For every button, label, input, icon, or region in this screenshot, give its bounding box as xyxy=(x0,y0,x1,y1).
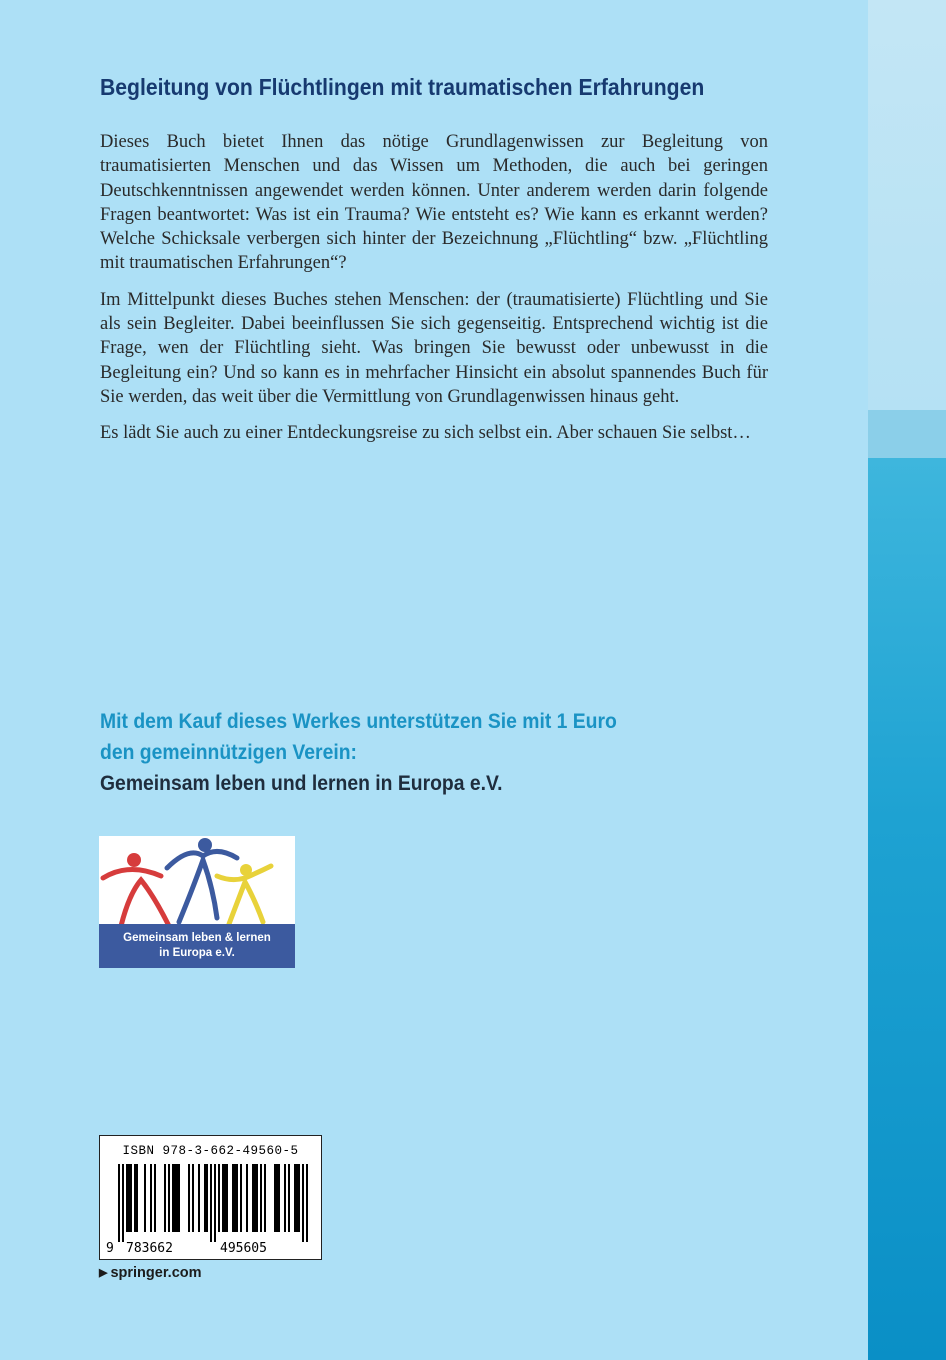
barcode-bar xyxy=(226,1164,228,1232)
barcode-bar xyxy=(278,1164,280,1232)
side-strip-top xyxy=(868,0,946,410)
barcode-bar xyxy=(246,1164,248,1232)
red-figure-body xyxy=(121,880,169,926)
blurb-paragraph-2: Im Mittelpunkt dieses Buches stehen Menschen: der (traumatisierte) Flüchtling und Sie als sein Begleiter. Dabei beeinflussen Sie sich gegenseitig. Entsprechend wichtig ist die Frage, wen der Flüchtling sieht. Was bringen Sie bewusst oder unbewusst in die Begleitung ein? Und so kann es in mehrfacher Hinsicht ein absolut spannendes Buch für Sie werden, das weit über die Vermittlung von Grundlagenwissen hinaus geht. xyxy=(100,289,768,407)
barcode-bar xyxy=(296,1164,298,1232)
red-figure-arms xyxy=(103,869,161,878)
barcode-bar xyxy=(118,1164,120,1242)
book-title: Begleitung von Flüchtlingen mit traumatischen Erfahrungen xyxy=(100,74,705,100)
side-strip-middle xyxy=(868,410,946,458)
barcode-bar xyxy=(136,1164,138,1232)
barcode-bar xyxy=(178,1164,180,1232)
barcode-bar xyxy=(174,1164,176,1232)
red-figure-head xyxy=(127,853,141,867)
logo-caption-line-1: Gemeinsam leben & lernen xyxy=(123,932,271,944)
barcode-bar xyxy=(298,1164,300,1232)
barcode-digits: 783662 xyxy=(126,1241,173,1256)
barcode-bar xyxy=(232,1164,234,1232)
blue-figure-body xyxy=(179,860,217,922)
barcode-bar xyxy=(214,1164,216,1242)
yellow-figure-body xyxy=(229,882,263,924)
barcode-bar xyxy=(172,1164,174,1232)
barcode-bar xyxy=(260,1164,262,1232)
side-strip-bottom xyxy=(868,458,946,1360)
barcode-bar xyxy=(222,1164,224,1232)
barcode-bar xyxy=(274,1164,276,1232)
support-line-2: den gemeinnützigen Verein: xyxy=(100,740,357,764)
barcode-bar xyxy=(206,1164,208,1232)
figures-icon xyxy=(99,836,295,926)
association-name: Gemeinsam leben und lernen in Europa e.V. xyxy=(100,771,503,795)
barcode-bar xyxy=(150,1164,152,1232)
barcode-bar xyxy=(134,1164,136,1232)
barcode-bar xyxy=(276,1164,278,1232)
logo-caption-line-2: in Europa e.V. xyxy=(159,947,235,959)
barcode-bar xyxy=(218,1164,220,1232)
barcode-bar xyxy=(198,1164,200,1232)
logo-caption xyxy=(99,924,295,968)
barcode-bar xyxy=(236,1164,238,1232)
barcode-bar xyxy=(234,1164,236,1232)
barcode-bars xyxy=(100,1136,321,1259)
barcode-bar xyxy=(126,1164,128,1232)
publisher-link[interactable] xyxy=(99,1265,202,1281)
barcode-bar xyxy=(256,1164,258,1232)
support-notice xyxy=(100,706,748,799)
barcode-bar xyxy=(210,1164,212,1242)
barcode-bar xyxy=(122,1164,124,1242)
barcode-bar xyxy=(130,1164,132,1232)
association-logo xyxy=(99,836,295,968)
barcode-bar xyxy=(192,1164,194,1232)
barcode-bar xyxy=(264,1164,266,1232)
barcode-digits: 9 xyxy=(106,1241,114,1256)
blurb-paragraph-1: Dieses Buch bietet Ihnen das nötige Grundlagenwissen zur Begleitung von traumatisierten Menschen und das Wissen um Methoden, die auch bei geringen Deutschkenntnissen angewendet werden können. Unter anderem werden darin folgende Fragen beantwortet: Was ist ein Trauma? Wie entsteht es? Wie kann es erkannt werden? Welche Schicksale verbergen sich hinter der Bezeichnung „Flüchtling“ bzw. „Flüchtling mit traumatischen Erfahrungen“? xyxy=(100,132,768,274)
barcode-bar xyxy=(176,1164,178,1232)
blurb-paragraph-3: Es lädt Sie auch zu einer Entdeckungsreise zu sich selbst ein. Aber schauen Sie selbst… xyxy=(100,423,751,444)
isbn-barcode xyxy=(99,1135,322,1260)
barcode-bar xyxy=(302,1164,304,1242)
barcode-bar xyxy=(188,1164,190,1232)
isbn-label: ISBN 978-3-662-49560-5 xyxy=(122,1144,299,1158)
barcode-bar xyxy=(288,1164,290,1232)
barcode-bar xyxy=(240,1164,242,1232)
barcode-bar xyxy=(144,1164,146,1232)
blurb xyxy=(100,130,768,458)
barcode-bar xyxy=(224,1164,226,1232)
barcode-bar xyxy=(254,1164,256,1232)
publisher-url: springer.com xyxy=(110,1265,202,1281)
barcode-bar xyxy=(306,1164,308,1242)
barcode-bar xyxy=(284,1164,286,1232)
barcode-bar xyxy=(168,1164,170,1232)
arrow-icon: ▶ xyxy=(99,1267,108,1279)
barcode-bar xyxy=(128,1164,130,1232)
support-line-1: Mit dem Kauf dieses Werkes unterstützen Sie mit 1 Euro xyxy=(100,709,617,733)
barcode-bar xyxy=(154,1164,156,1232)
barcode-bar xyxy=(164,1164,166,1232)
barcode-bar xyxy=(252,1164,254,1232)
barcode-bar xyxy=(294,1164,296,1232)
barcode-digits: 495605 xyxy=(220,1241,267,1256)
barcode-bar xyxy=(204,1164,206,1232)
